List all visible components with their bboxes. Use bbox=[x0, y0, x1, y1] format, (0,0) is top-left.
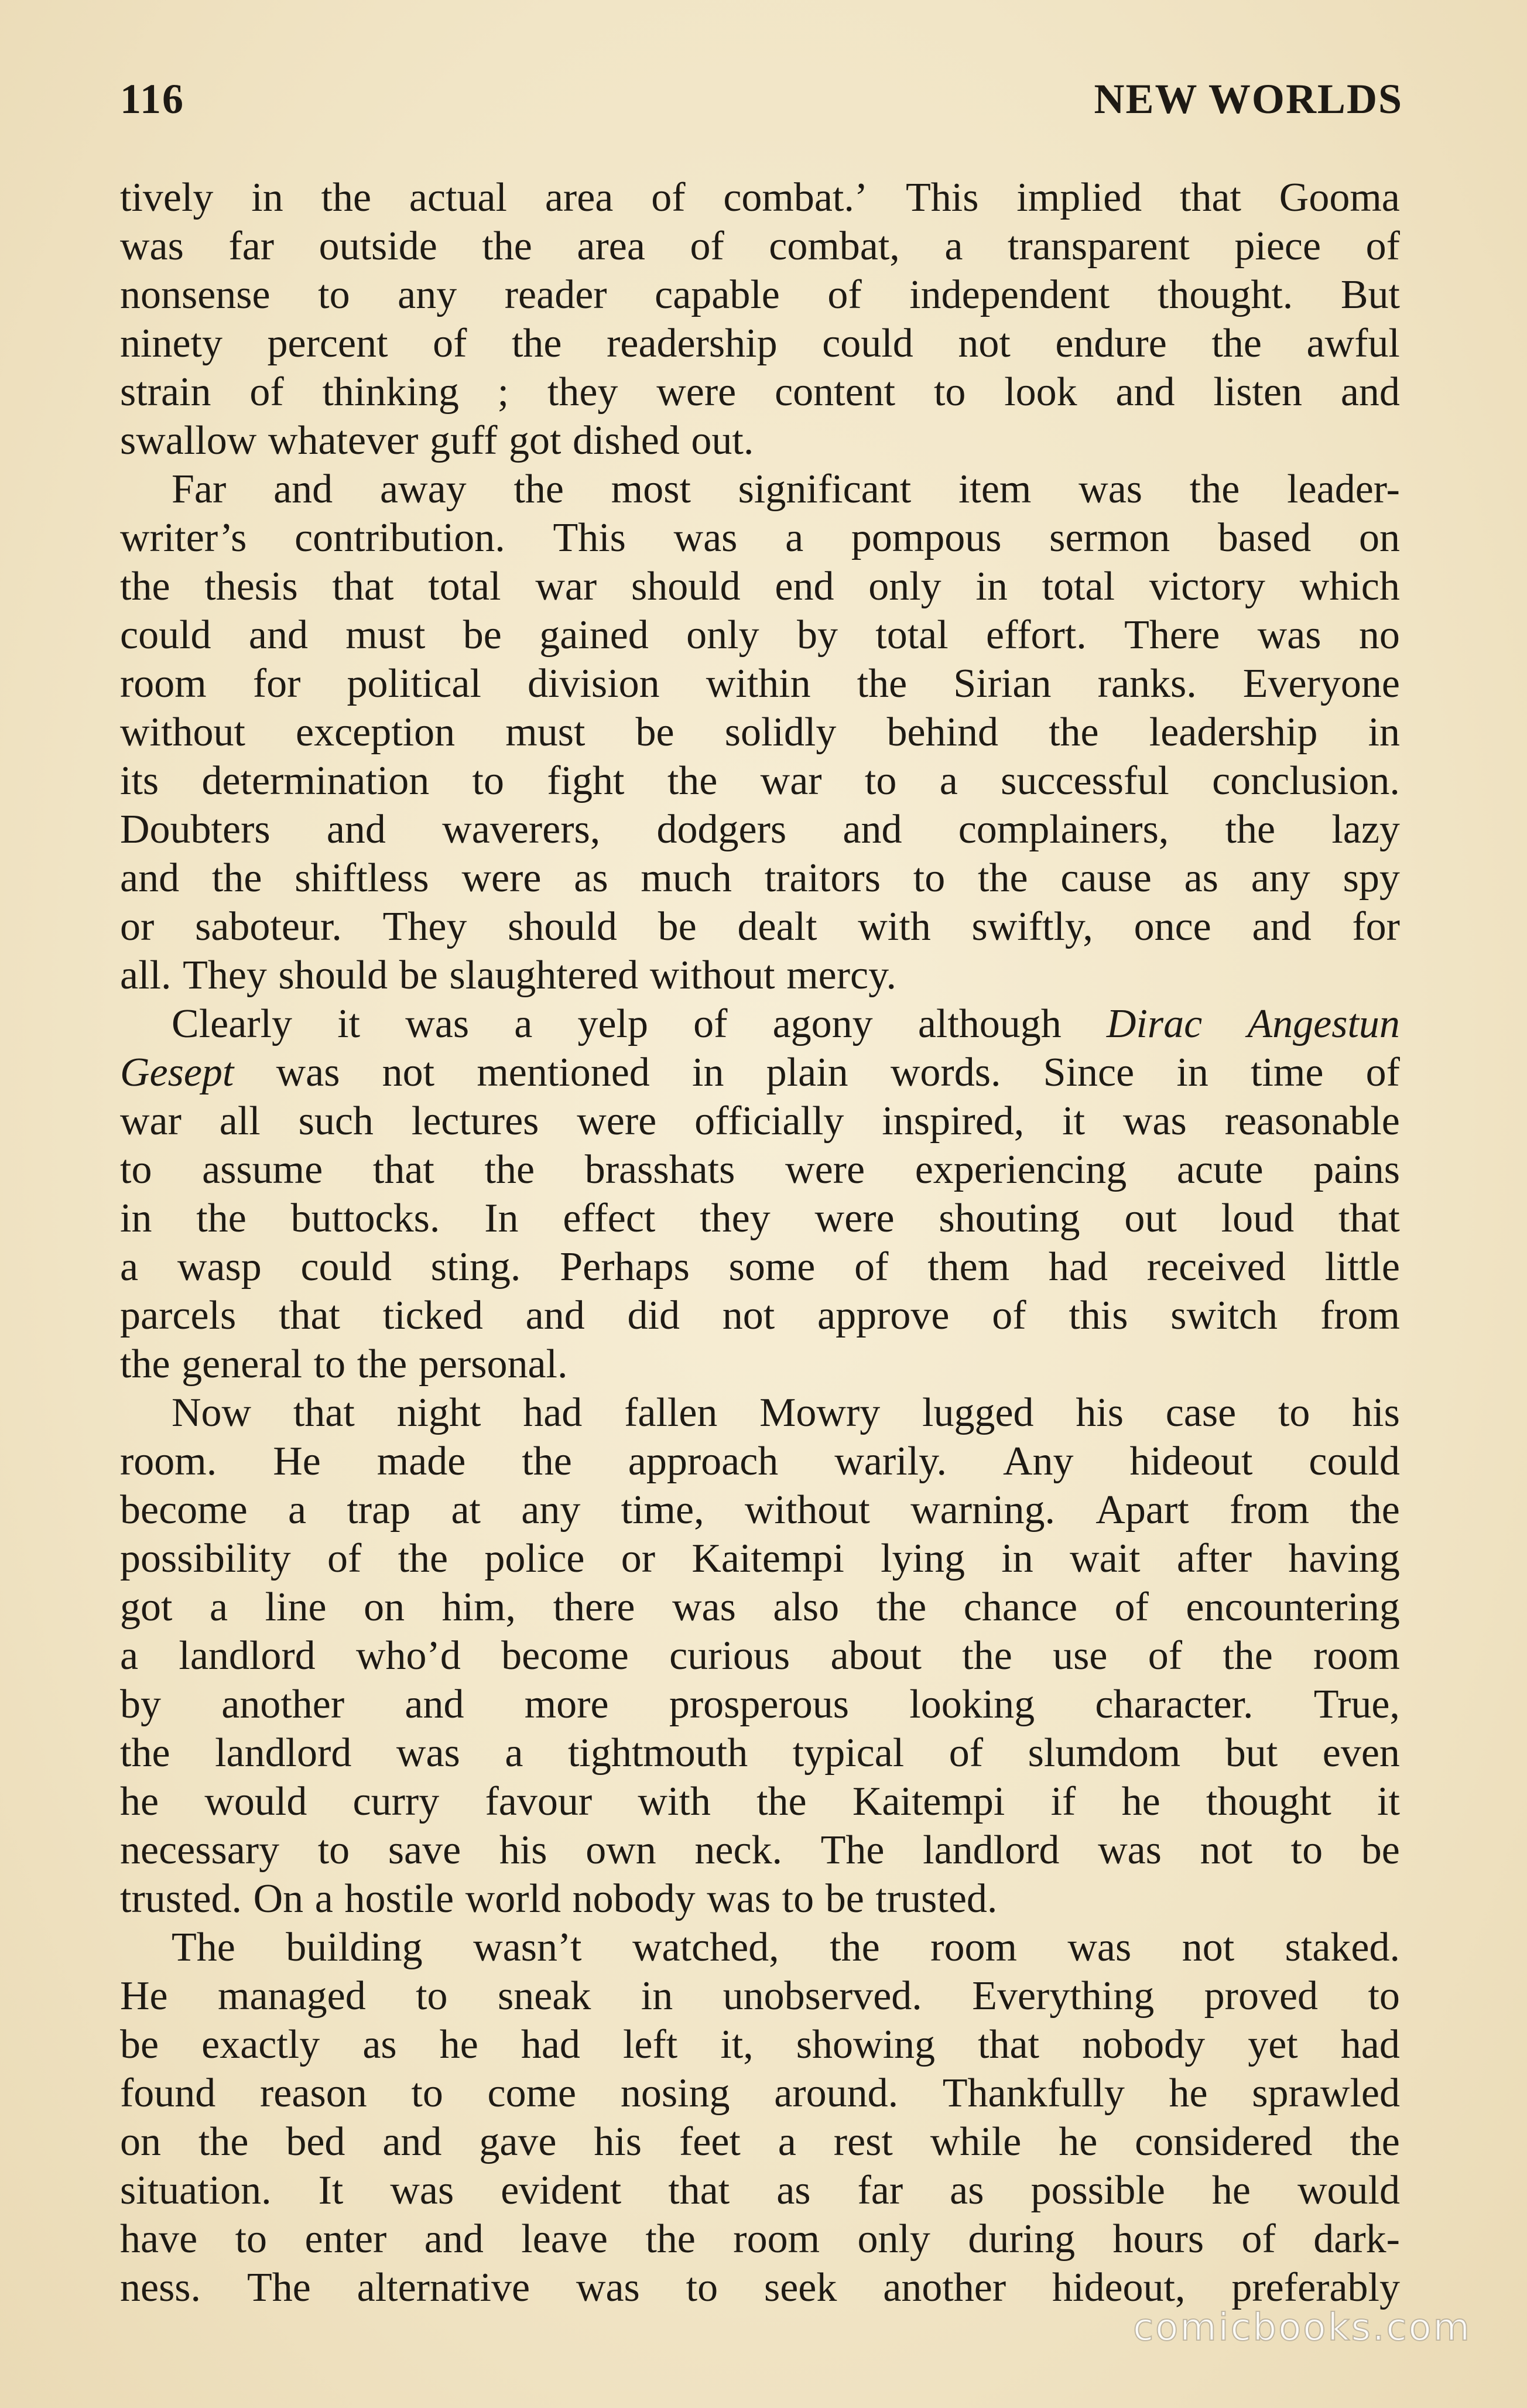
text-line: war all such lectures were officially inspired, it was reasonable bbox=[120, 1099, 1400, 1144]
text-line: got a line on him, there was also the chance of encountering bbox=[120, 1585, 1400, 1630]
text-line: could and must be gained only by total effort. There was no bbox=[120, 613, 1400, 658]
text-line: a landlord who’d become curious about the use of the room bbox=[120, 1633, 1400, 1678]
text-line: writer’s contribution. This was a pompous sermon based on bbox=[120, 515, 1400, 560]
text-line: or saboteur. They should be dealt with swiftly, once and for bbox=[120, 904, 1400, 949]
text-line: necessary to save his own neck. The landlord was not to be bbox=[120, 1828, 1400, 1873]
text-line: the thesis that total war should end only in total victory which bbox=[120, 564, 1400, 609]
text-line: parcels that ticked and did not approve of this switch from bbox=[120, 1293, 1400, 1338]
text-line: its determination to fight the war to a successful conclusion. bbox=[120, 758, 1400, 803]
text-line: the landlord was a tightmouth typical of slumdom but even bbox=[120, 1730, 1400, 1776]
text-line: all. They should be slaughtered without mercy. bbox=[120, 953, 897, 998]
paragraph bbox=[120, 1000, 1400, 1388]
text-line: strain of thinking ; they were content to look and listen and bbox=[120, 370, 1400, 415]
text-line: situation. It was evident that as far as possible he would bbox=[120, 2168, 1400, 2213]
paragraph bbox=[120, 1388, 1400, 1923]
text-line: Gesept was not mentioned in plain words. Since in time of bbox=[120, 1050, 1400, 1095]
text-line: have to enter and leave the room only during hours of dark- bbox=[120, 2217, 1400, 2262]
text-line: nonsense to any reader capable of independent thought. But bbox=[120, 272, 1400, 317]
text-line: Far and away the most significant item was the leader- bbox=[172, 467, 1400, 512]
text-line: room. He made the approach warily. Any hideout could bbox=[120, 1439, 1400, 1484]
text-line: to assume that the brasshats were experiencing acute pains bbox=[120, 1147, 1400, 1192]
paragraph bbox=[120, 173, 1400, 465]
paragraph bbox=[120, 465, 1400, 1000]
text-line: be exactly as he had left it, showing that nobody yet had bbox=[120, 2022, 1400, 2067]
text-line: Clearly it was a yelp of agony although Dirac Angestun bbox=[172, 1001, 1400, 1046]
running-title: NEW WORLDS bbox=[1094, 76, 1403, 122]
text-line: without exception must be solidly behind the leadership in bbox=[120, 710, 1400, 755]
text-line: ninety percent of the readership could not endure the awful bbox=[120, 321, 1400, 366]
text-line: The building wasn’t watched, the room was not staked. bbox=[172, 1925, 1400, 1970]
body-text bbox=[120, 173, 1400, 2312]
text-line: become a trap at any time, without warning. Apart from the bbox=[120, 1487, 1400, 1533]
watermark: comicbooks.com bbox=[1132, 2306, 1471, 2349]
text-line: room for political division within the Sirian ranks. Everyone bbox=[120, 661, 1400, 706]
paragraph bbox=[120, 1923, 1400, 2312]
text-line: Doubters and waverers, dodgers and complainers, the lazy bbox=[120, 807, 1400, 852]
page-number: 116 bbox=[120, 76, 185, 122]
text-line: by another and more prosperous looking character. True, bbox=[120, 1682, 1400, 1727]
text-line: was far outside the area of combat, a transparent piece of bbox=[120, 224, 1400, 269]
text-line: trusted. On a hostile world nobody was to be trusted. bbox=[120, 1876, 998, 1921]
text-line: ness. The alternative was to seek another hideout, preferably bbox=[120, 2265, 1400, 2310]
page-header bbox=[120, 75, 1403, 139]
text-line: in the buttocks. In effect they were shouting out loud that bbox=[120, 1196, 1400, 1241]
text-line: possibility of the police or Kaitempi lying in wait after having bbox=[120, 1536, 1400, 1581]
text-line: a wasp could sting. Perhaps some of them had received little bbox=[120, 1244, 1400, 1289]
text-line: on the bed and gave his feet a rest while he considered the bbox=[120, 2119, 1400, 2164]
text-line: and the shiftless were as much traitors to the cause as any spy bbox=[120, 856, 1400, 901]
text-line: the general to the personal. bbox=[120, 1342, 568, 1387]
text-line: found reason to come nosing around. Thankfully he sprawled bbox=[120, 2071, 1400, 2116]
text-line: swallow whatever guff got dished out. bbox=[120, 418, 754, 463]
text-line: tively in the actual area of combat.’ This implied that Gooma bbox=[120, 175, 1400, 220]
text-line: Now that night had fallen Mowry lugged his case to his bbox=[172, 1390, 1400, 1435]
text-line: He managed to sneak in unobserved. Everything proved to bbox=[120, 1973, 1400, 2019]
text-line: he would curry favour with the Kaitempi if he thought it bbox=[120, 1779, 1400, 1824]
